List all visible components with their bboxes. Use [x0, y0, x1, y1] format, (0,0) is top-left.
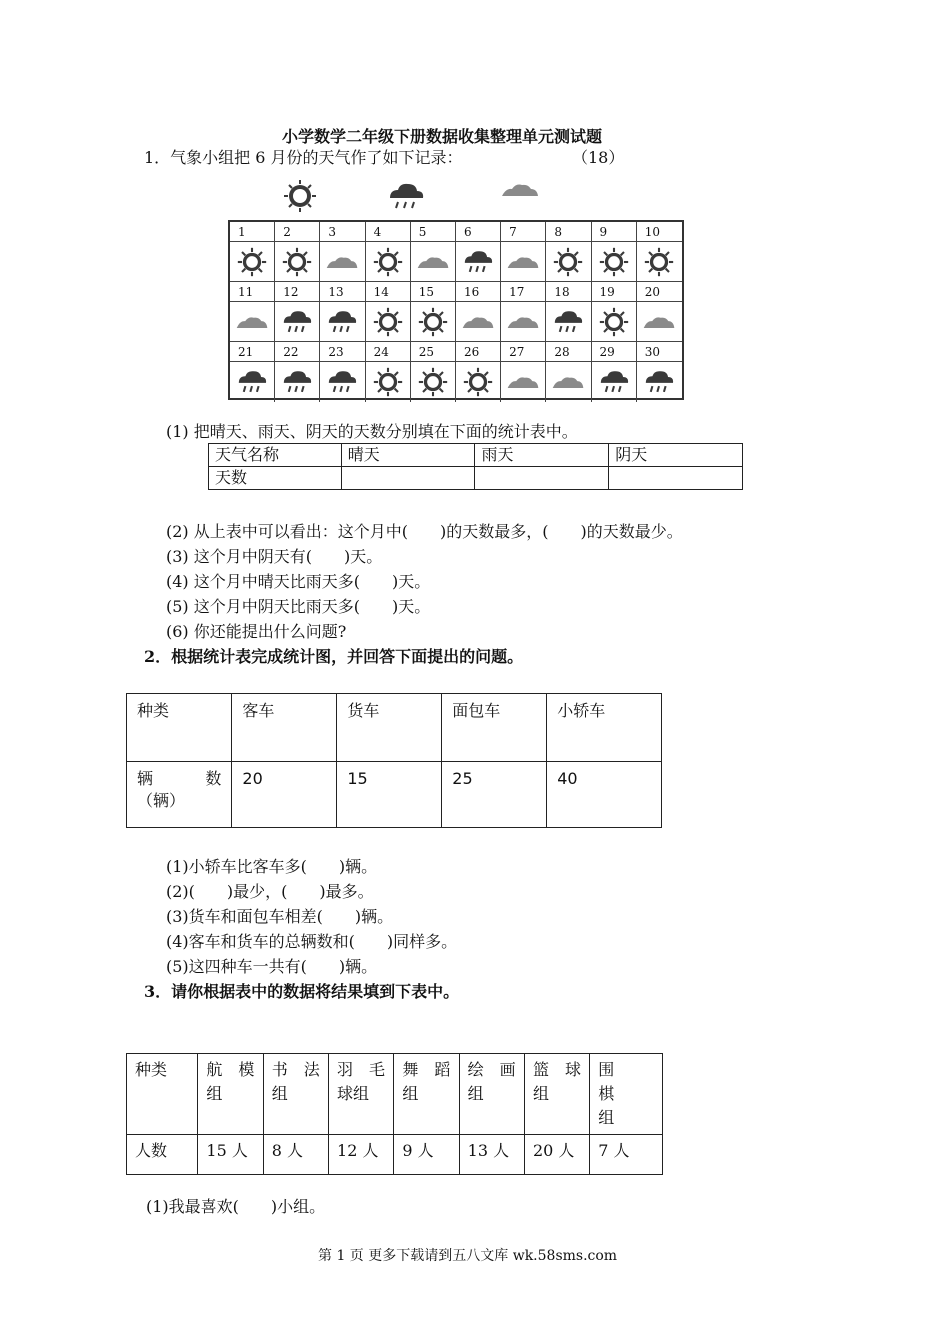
label-liang: 辆: [137, 769, 154, 788]
q1-heading: 1．气象小组把 6 月份的天气作了如下记录：: [144, 148, 463, 167]
day-number: 5: [411, 222, 456, 242]
day-number: 24: [366, 342, 411, 362]
weather-calendar: [228, 220, 684, 400]
calendar-icon-row: [230, 242, 682, 282]
q1-sub3: (3) 这个月中阴天有( )天。: [166, 547, 383, 566]
rain-icon: [275, 362, 320, 402]
rain-icon: [637, 362, 682, 402]
q3-s1: (1)我最喜欢( )小组。: [146, 1197, 326, 1216]
page-title: 小学数学二年级下册数据收集整理单元测试题: [282, 127, 603, 146]
cell-painting: [459, 1054, 524, 1135]
hdr-go-a: 围 棋: [598, 1060, 647, 1103]
day-number: 19: [592, 282, 637, 302]
day-number: 26: [456, 342, 501, 362]
calendar-icon-row: [230, 362, 682, 402]
day-number: 3: [320, 222, 365, 242]
cloud-icon: [501, 242, 546, 282]
sun-icon: [366, 302, 411, 342]
sun-icon: [411, 302, 456, 342]
day-number: 20: [637, 282, 682, 302]
hdr-bask-b: 组: [532, 1084, 549, 1103]
cell-basketball: [524, 1054, 589, 1135]
cell-people-label: 人数: [127, 1135, 198, 1175]
day-number: 2: [275, 222, 320, 242]
hdr-go-b: 组: [598, 1108, 615, 1127]
cell-cloudy-days[interactable]: [609, 467, 743, 490]
calendar-number-row: [230, 222, 682, 242]
hdr-model-b: 组: [206, 1084, 223, 1103]
q2-s2: (2)( )最少，( )最多。: [166, 882, 374, 901]
cloud-icon: [320, 242, 365, 282]
cell-van-count: 25: [442, 762, 547, 828]
hdr-paint-b: 组: [467, 1084, 484, 1103]
q1-sub4: (4) 这个月中晴天比雨天多( )天。: [166, 572, 431, 591]
day-number: 11: [230, 282, 275, 302]
hdr-calli-b: 组: [271, 1084, 288, 1103]
cell-cloudy: 阴天: [609, 444, 743, 467]
day-number: 14: [366, 282, 411, 302]
calendar-icon-row: [230, 302, 682, 342]
hdr-bask-a: 篮 球: [532, 1060, 581, 1079]
calendar-number-row: [230, 282, 682, 302]
cloud-icon: [501, 362, 546, 402]
sun-icon: [592, 242, 637, 282]
hdr-calli-a: 书 法: [271, 1060, 320, 1079]
cloud-icon: [456, 302, 501, 342]
q1-sub2: (2) 从上表中可以看出：这个月中( )的天数最多，( )的天数最少。: [166, 522, 683, 541]
rain-icon: [592, 362, 637, 402]
rain-icon: [275, 302, 320, 342]
legend-cloud-icon: [500, 180, 540, 200]
cell-model: [198, 1054, 263, 1135]
sun-icon: [456, 362, 501, 402]
q3-heading: 3．请你根据表中的数据将结果填到下表中。: [144, 982, 460, 1001]
calendar-number-row: [230, 342, 682, 362]
cloud-icon: [546, 362, 591, 402]
sun-icon: [546, 242, 591, 282]
vehicle-table: [126, 693, 662, 828]
cell-truck-count: 15: [337, 762, 442, 828]
cell-go: [590, 1054, 663, 1135]
cell-go-count: 7 人: [590, 1135, 663, 1175]
hdr-badm-a: 羽 毛: [337, 1060, 386, 1079]
day-number: 10: [637, 222, 682, 242]
day-number: 27: [501, 342, 546, 362]
cell-paint-count: 13 人: [459, 1135, 524, 1175]
cell-kind: 种类: [127, 1054, 198, 1135]
hdr-model-a: 航 模: [206, 1060, 255, 1079]
day-number: 8: [546, 222, 591, 242]
cell-badm-count: 12 人: [329, 1135, 394, 1175]
day-number: 9: [592, 222, 637, 242]
cloud-icon: [411, 242, 456, 282]
sun-icon: [230, 242, 275, 282]
rain-icon: [320, 362, 365, 402]
cell-car-count: 40: [547, 762, 662, 828]
cell-dance-count: 9 人: [394, 1135, 459, 1175]
sun-icon: [366, 362, 411, 402]
cell-count-label: [127, 762, 232, 828]
sun-icon: [366, 242, 411, 282]
day-number: 17: [501, 282, 546, 302]
q1-sub1: (1) 把晴天、雨天、阴天的天数分别填在下面的统计表中。: [166, 422, 578, 441]
cell-calligraphy: [263, 1054, 328, 1135]
cell-kind: 种类: [127, 694, 232, 762]
rain-icon: [320, 302, 365, 342]
sun-icon: [411, 362, 456, 402]
day-number: 7: [501, 222, 546, 242]
sun-icon: [275, 242, 320, 282]
hdr-badm-b: 球组: [337, 1084, 370, 1103]
day-number: 18: [546, 282, 591, 302]
day-number: 29: [592, 342, 637, 362]
day-number: 15: [411, 282, 456, 302]
day-number: 30: [637, 342, 682, 362]
cloud-icon: [637, 302, 682, 342]
day-number: 1: [230, 222, 275, 242]
legend-sun-icon: [282, 178, 318, 214]
q2-s5: (5)这四种车一共有( )辆。: [166, 957, 378, 976]
label-unit: （辆）: [137, 791, 186, 810]
rain-icon: [456, 242, 501, 282]
q2-heading: 2．根据统计表完成统计图，并回答下面提出的问题。: [144, 647, 524, 666]
rain-icon: [230, 362, 275, 402]
cell-badminton: [329, 1054, 394, 1135]
day-number: 13: [320, 282, 365, 302]
cell-van: 面包车: [442, 694, 547, 762]
day-number: 6: [456, 222, 501, 242]
cell-rainy-days[interactable]: [475, 467, 609, 490]
q2-s3: (3)货车和面包车相差( )辆。: [166, 907, 394, 926]
day-number: 23: [320, 342, 365, 362]
label-shu: 数: [205, 769, 222, 788]
day-number: 25: [411, 342, 456, 362]
cell-dance: [394, 1054, 459, 1135]
day-number: 22: [275, 342, 320, 362]
q2-s4: (4)客车和货车的总辆数和( )同样多。: [166, 932, 458, 951]
cell-model-count: 15 人: [198, 1135, 263, 1175]
hdr-paint-a: 绘 画: [467, 1060, 516, 1079]
cell-bus-count: 20: [232, 762, 337, 828]
rain-icon: [546, 302, 591, 342]
group-table: [126, 1053, 663, 1175]
day-number: 21: [230, 342, 275, 362]
cell-rainy: 雨天: [475, 444, 609, 467]
day-number: 12: [275, 282, 320, 302]
cell-days-label: 天数: [209, 467, 342, 490]
q2-s1: (1)小轿车比客车多( )辆。: [166, 857, 378, 876]
cell-truck: 货车: [337, 694, 442, 762]
weather-count-table: [208, 443, 743, 490]
cell-bask-count: 20 人: [524, 1135, 589, 1175]
day-number: 4: [366, 222, 411, 242]
cell-sunny-days[interactable]: [341, 467, 475, 490]
hdr-dance-b: 组: [402, 1084, 419, 1103]
q1-sub5: (5) 这个月中阴天比雨天多( )天。: [166, 597, 431, 616]
hdr-dance-a: 舞 蹈: [402, 1060, 451, 1079]
page-footer: 第 1 页 更多下载请到五八文库 wk.58sms.com: [318, 1248, 618, 1264]
cloud-icon: [230, 302, 275, 342]
cloud-icon: [501, 302, 546, 342]
cell-bus: 客车: [232, 694, 337, 762]
cell-weather-name: 天气名称: [209, 444, 342, 467]
day-number: 28: [546, 342, 591, 362]
day-number: 16: [456, 282, 501, 302]
sun-icon: [637, 242, 682, 282]
cell-sunny: 晴天: [341, 444, 475, 467]
cell-car: 小轿车: [547, 694, 662, 762]
q1-points: （18）: [572, 148, 625, 167]
cell-calli-count: 8 人: [263, 1135, 328, 1175]
q1-sub6: (6) 你还能提出什么问题?: [166, 622, 347, 641]
legend-rain-icon: [386, 180, 426, 214]
sun-icon: [592, 302, 637, 342]
